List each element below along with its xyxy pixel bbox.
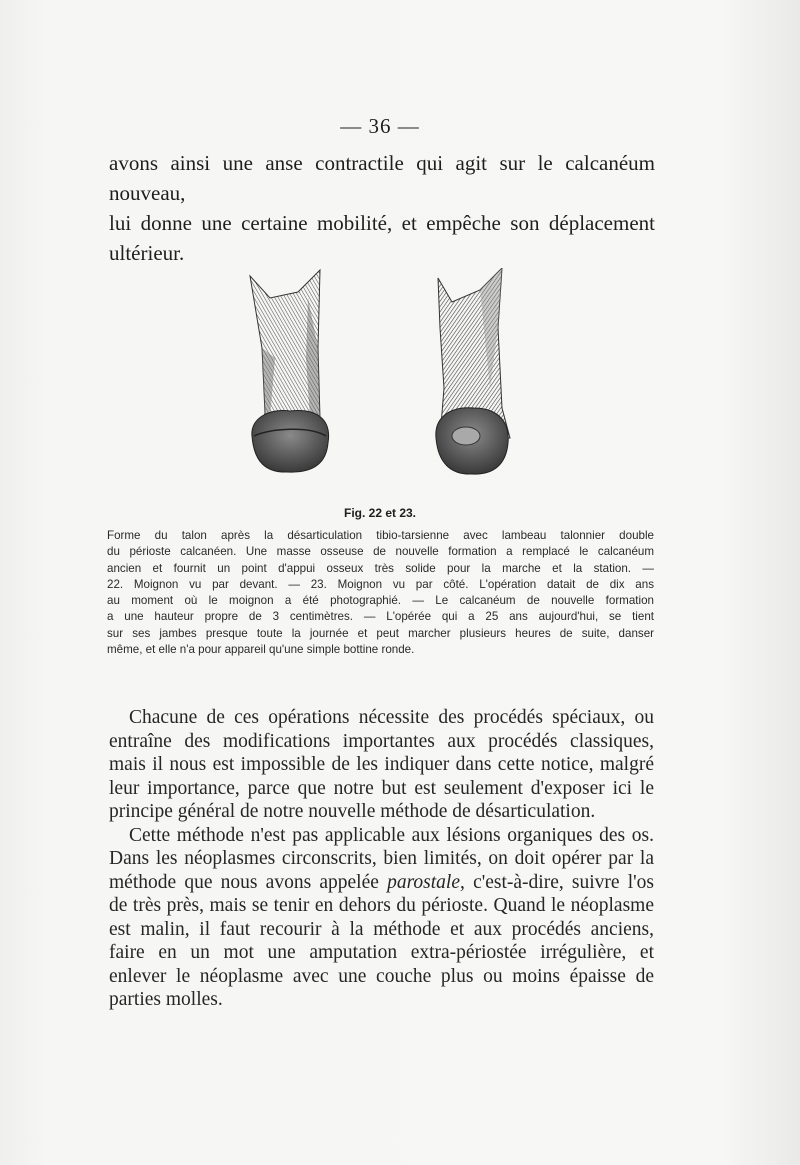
italic-term: parostale — [387, 871, 461, 893]
caption-line: du périoste calcanéen. Une masse osseuse de nouvelle formation a remplacé le calcanéum — [107, 545, 654, 559]
text-line: ultérieur. — [109, 241, 185, 265]
caption-line: Forme du talon après la désarticulation tibio-tarsienne avec lambeau talonnier double — [107, 529, 654, 542]
body-text — [109, 706, 654, 1012]
text-line — [109, 871, 654, 895]
caption-line: ancien et fournit un point d'appui osseux très solide pour la marche et la station. — — [107, 561, 654, 575]
text-line: faire en un mot une amputation extra-périostée irrégulière, et — [109, 942, 654, 963]
fig-23-side-view — [436, 268, 510, 474]
text-line: est malin, il faut recourir à la méthode et aux procédés anciens, — [109, 918, 654, 940]
stump-engravings — [240, 268, 530, 478]
top-paragraph — [109, 148, 655, 268]
text-line: mais il nous est impossible de les indiquer dans cette notice, malgré — [109, 754, 654, 775]
text-line: Chacune de ces opérations nécessite des procédés spéciaux, ou — [129, 707, 654, 728]
text-line: de très près, mais se tenir en dehors du périoste. Quand le néoplasme — [109, 895, 654, 916]
fig-22-front-view — [250, 270, 329, 472]
text-segment: méthode que nous avons appelée — [109, 871, 388, 893]
figure-caption — [107, 528, 654, 658]
text-line: Cette méthode n'est pas applicable aux lésions organiques des os. — [129, 824, 654, 846]
text-line: avons ainsi une anse contractile qui agit sur le calcanéum nouveau, — [109, 151, 655, 205]
text-line: principe général de notre nouvelle méthode de désarticulation. — [109, 801, 596, 822]
page-number: — 36 — — [340, 114, 420, 138]
caption-line: au moment où le moignon a été photographié. — Le calcanéum de nouvelle formation — [107, 594, 654, 608]
figure-illustration — [240, 268, 530, 478]
text-line: lui donne une certaine mobilité, et empêche son déplacement — [109, 211, 655, 235]
text-line: enlever le néoplasme avec une couche plus ou moins épaisse de — [109, 965, 654, 987]
caption-line: sur ses jambes presque toute la journée et peut marcher plusieurs heures de suite, danser — [107, 626, 654, 640]
caption-line: 22. Moignon vu par devant. — 23. Moignon vu par côté. L'opération datait de dix ans — [107, 577, 654, 591]
caption-line: a une hauteur propre de 3 centimètres. — L'opérée qui a 25 ans aujourd'hui, se tient — [107, 610, 654, 624]
text-line: entraîne des modifications importantes aux procédés classiques, — [109, 730, 654, 752]
text-segment: , c'est-à-dire, suivre l'os — [460, 871, 655, 893]
text-line: Dans les néoplasmes circonscrits, bien limités, on doit opérer par la — [109, 848, 654, 869]
text-line: parties molles. — [109, 989, 223, 1010]
caption-line: même, et elle n'a pour appareil qu'une simple bottine ronde. — [107, 643, 415, 657]
text-line: leur importance, parce que notre but est seulement d'exposer ici le — [109, 777, 654, 799]
figure-title: Fig. 22 et 23. — [343, 506, 417, 520]
